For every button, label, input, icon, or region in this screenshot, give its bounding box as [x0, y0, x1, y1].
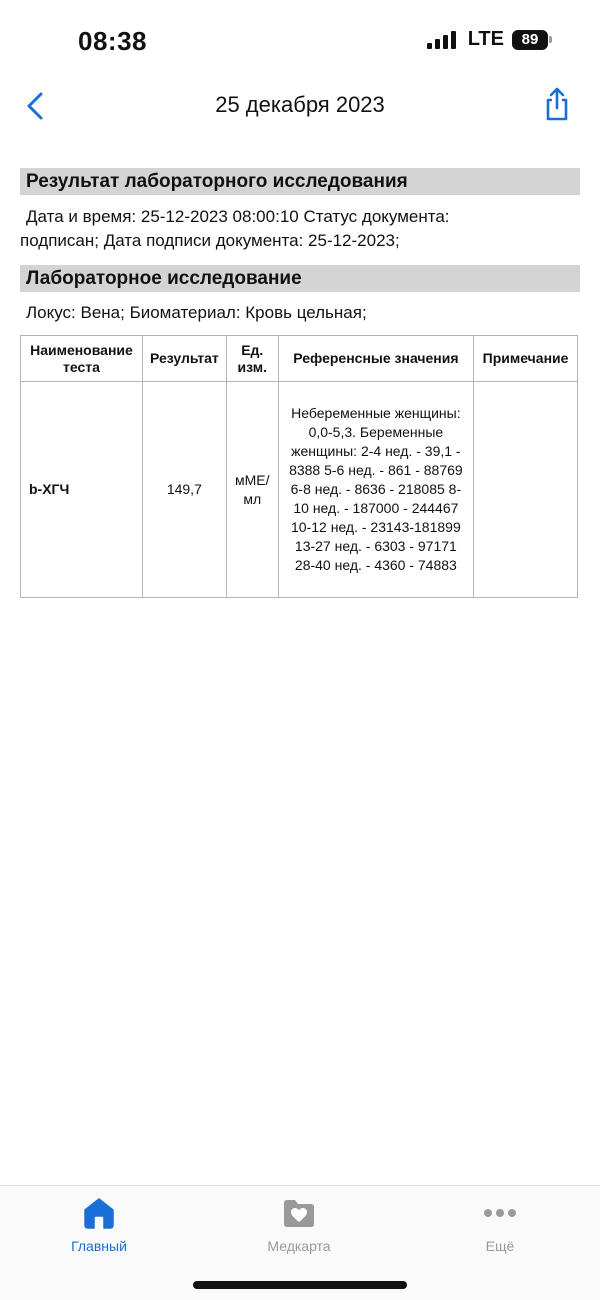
tab-home-label: Главный: [71, 1238, 127, 1254]
status-indicators: [427, 28, 552, 51]
share-icon: [542, 86, 572, 122]
section-title-result: Результат лабораторного исследования: [20, 168, 580, 195]
meta-line-2: подписан; Дата подписи документа: 25-12-2023;: [20, 231, 400, 250]
status-bar: [0, 0, 600, 80]
col-header-unit: Ед. изм.: [226, 336, 278, 382]
cell-unit: мМЕ/мл: [226, 382, 278, 598]
section-title-lab: Лабораторное исследование: [20, 265, 580, 292]
cell-test-name: b-ХГЧ: [21, 382, 143, 598]
document-meta: [20, 195, 580, 265]
cellular-signal-icon: [427, 31, 456, 49]
lab-document: [20, 168, 580, 598]
home-indicator[interactable]: [193, 1281, 407, 1289]
locus-line: Локус: Вена; Биоматериал: Кровь цельная;: [26, 303, 367, 322]
home-icon: [82, 1196, 116, 1230]
tab-medcard-label: Медкарта: [267, 1238, 331, 1254]
cell-reference: Небеременные женщины: 0,0-5,3. Беременные женщины: 2-4 нед. - 39,1 - 8388 5-6 нед. - 861 - 88769 6-8 нед. - 8636 - 218085 8-10 нед. - 187000 - 244467 10-12 нед. - 23143-181899 13-27 нед. - 6303 - 97171 28-40 нед. - 4360 - 74883: [278, 382, 473, 598]
col-header-reference: Референсные значения: [278, 336, 473, 382]
meta-line-1: Дата и время: 25-12-2023 08:00:10 Статус документа:: [26, 207, 450, 226]
tab-home[interactable]: [29, 1196, 169, 1254]
col-header-name: Наименование теста: [21, 336, 143, 382]
table-header-row: [21, 336, 578, 382]
table-row: [21, 382, 578, 598]
network-type: LTE: [467, 28, 504, 50]
battery-level: 89: [512, 30, 548, 50]
nav-header: [0, 80, 600, 132]
tab-more-label: Ещё: [485, 1238, 515, 1254]
page-title: 25 декабря 2023: [215, 92, 385, 117]
cell-note: [474, 382, 578, 598]
results-table: [20, 335, 578, 598]
more-dots-icon: [483, 1207, 517, 1219]
medcard-folder-icon: [281, 1197, 317, 1229]
share-button[interactable]: [542, 86, 572, 122]
cell-result: 149,7: [142, 382, 226, 598]
tab-medcard[interactable]: [229, 1196, 369, 1254]
status-time: 08:38: [78, 26, 147, 56]
col-header-result: Результат: [142, 336, 226, 382]
col-header-note: Примечание: [474, 336, 578, 382]
battery-icon: [512, 30, 552, 50]
tab-more[interactable]: [430, 1196, 570, 1254]
